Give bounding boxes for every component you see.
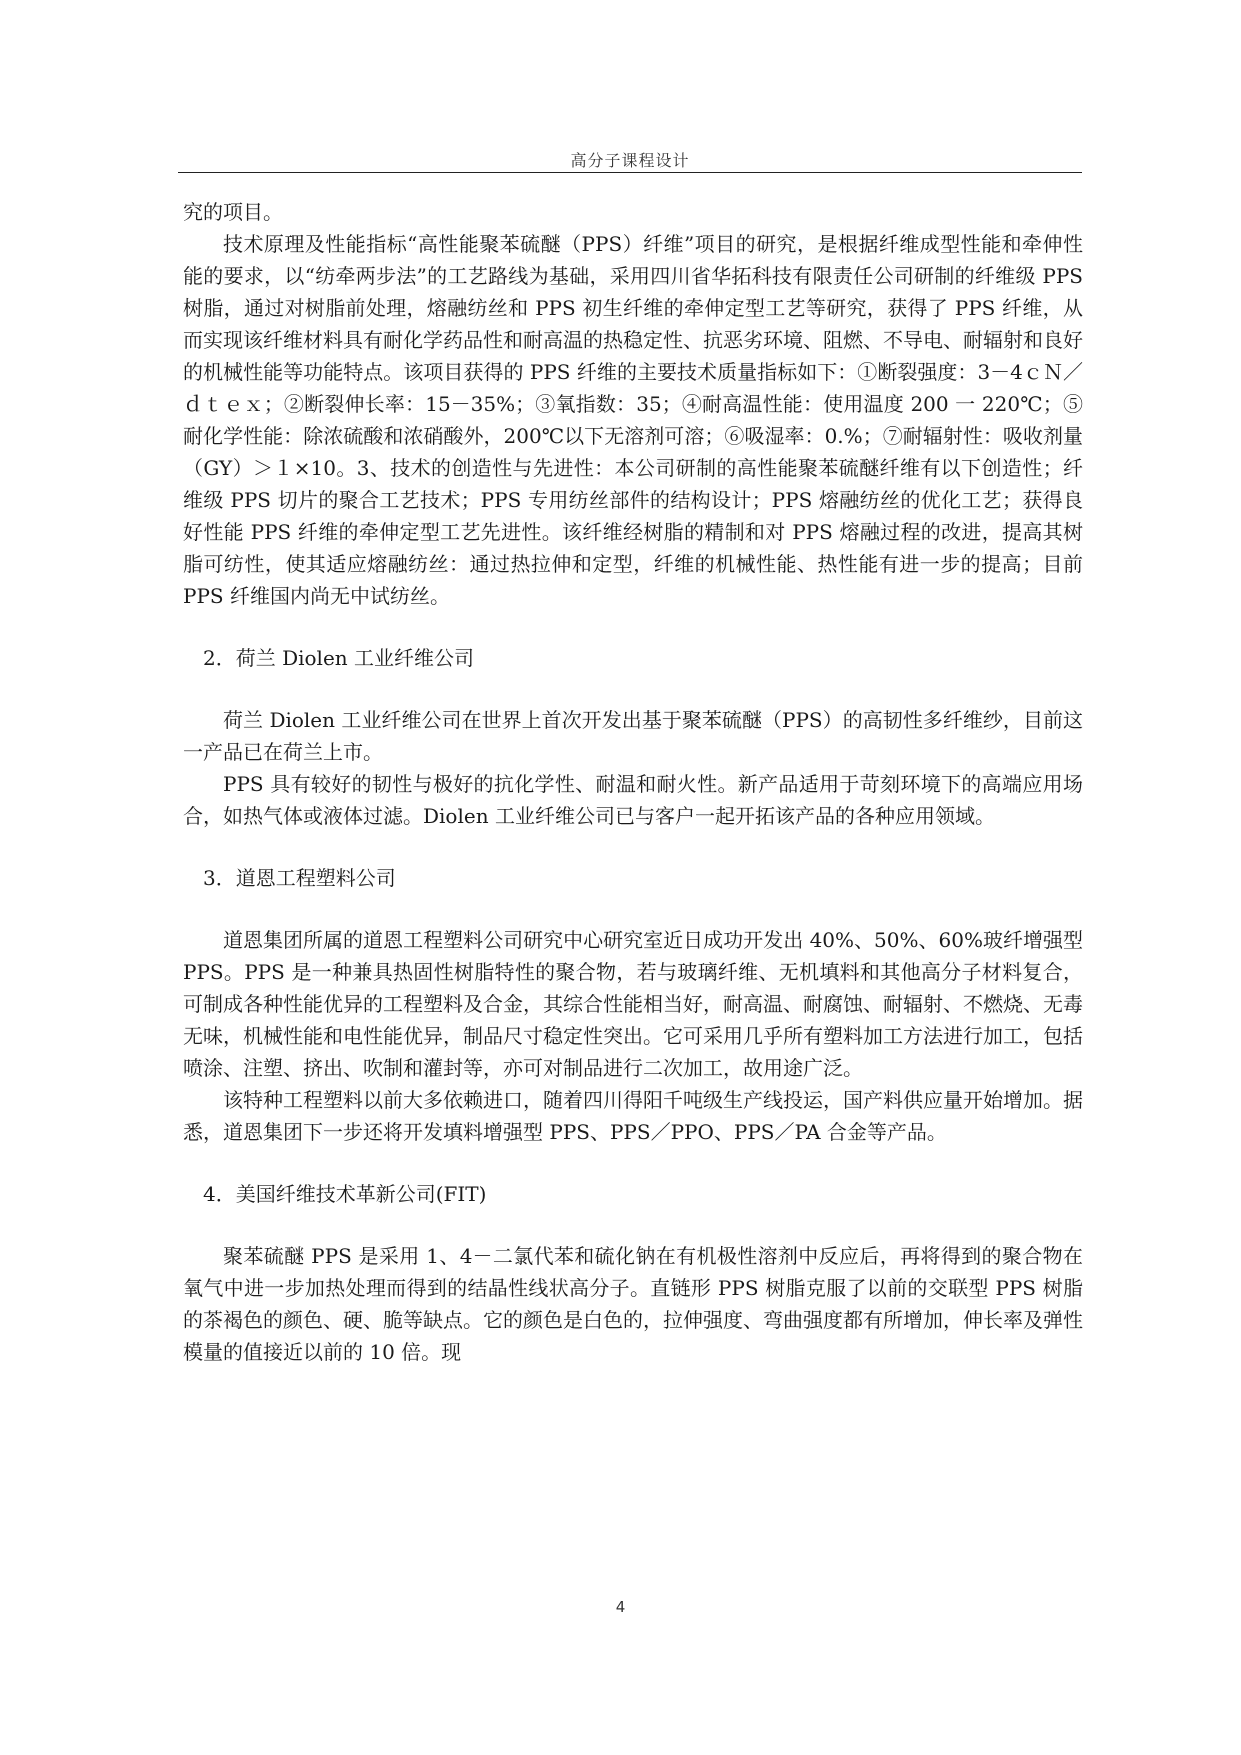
paragraph-daoen-market: 该特种工程塑料以前大多依赖进口，随着四川得阳千吨级生产线投运，国产料供应量开始增加。据悉，道恩集团下一步还将开发填料增强型 PPS、PPS／PPO、PPS／PA 合金等产品。 (183, 1088, 1083, 1144)
paragraph-diolen-properties: PPS 具有较好的韧性与极好的抗化学性、耐温和耐火性。新产品适用于苛刻环境下的高端应用场合，如热气体或液体过滤。Diolen 工业纤维公司已与客户一起开拓该产品的各种应用领域。 (183, 772, 1083, 828)
running-header: 高分子课程设计 (570, 151, 690, 170)
paragraph-fit-pps: 聚苯硫醚 PPS 是采用 1、4－二氯代苯和硫化钠在有机极性溶剂中反应后，再将得到的聚合物在氧气中进一步加热处理而得到的结晶性线状高分子。直链形 PPS 树脂克服了以前的交联型 PPS 树脂的茶褐色的颜色、硬、脆等缺点。它的颜色是白色的，拉伸强度、弯曲强度都有所增加，伸长率及弹性模量的值接近以前的 10 倍。现 (183, 1244, 1083, 1364)
header-divider (178, 172, 1082, 173)
paragraph-technical-principles: 技术原理及性能指标“高性能聚苯硫醚（PPS）纤维”项目的研究，是根据纤维成型性能和牵伸性能的要求，以“纺牵两步法”的工艺路线为基础，采用四川省华拓科技有限责任公司研制的纤维级 PPS 树脂，通过对树脂前处理，熔融纺丝和 PPS 初生纤维的牵伸定型工艺等研究，获得了 PPS 纤维，从而实现该纤维材料具有耐化学药品性和耐高温的热稳定性、抗恶劣环境、阻燃、不导电、耐辐射和良好的机械性能等功能特点。该项目获得的 PPS 纤维的主要技术质量指标如下：①断裂强度：3－4ｃＮ／ｄｔｅｘ；②断裂伸长率：15－35%；③氧指数：35；④耐高温性能：使用温度 200 一 220℃；⑤耐化学性能：除浓硫酸和浓硝酸外，200℃以下无溶剂可溶；⑥吸湿率：0.%；⑦耐辐射性：吸收剂量（GY）＞１×10。3、技术的创造性与先进性：本公司研制的高性能聚苯硫醚纤维有以下创造性；纤维级 PPS 切片的聚合工艺技术；PPS 专用纺丝部件的结构设计；PPS 熔融纺丝的优化工艺；获得良好性能 PPS 纤维的牵伸定型工艺先进性。该纤维经树脂的精制和对 PPS 熔融过程的改进，提高其树脂可纺性，使其适应熔融纺丝：通过热拉伸和定型，纤维的机械性能、热性能有进一步的提高；目前 PPS 纤维国内尚无中试纺丝。 (183, 232, 1083, 608)
section-heading-fit: 4．美国纤维技术革新公司(FIT) (203, 1182, 487, 1206)
paragraph-diolen-intro: 荷兰 Diolen 工业纤维公司在世界上首次开发出基于聚苯硫醚（PPS）的高韧性多纤维纱，目前这一产品已在荷兰上市。 (183, 708, 1083, 764)
section-heading-daoen: 3．道恩工程塑料公司 (203, 866, 396, 890)
paragraph-daoen-product: 道恩集团所属的道恩工程塑料公司研究中心研究室近日成功开发出 40%、50%、60%玻纤增强型 PPS。PPS 是一种兼具热固性树脂特性的聚合物，若与玻璃纤维、无机填料和其他高分子材料复合，可制成各种性能优异的工程塑料及合金，其综合性能相当好，耐高温、耐腐蚀、耐辐射、不燃烧、无毒无味，机械性能和电性能优异，制品尺寸稳定性突出。它可采用几乎所有塑料加工方法进行加工，包括喷涂、注塑、挤出、吹制和灌封等，亦可对制品进行二次加工，故用途广泛。 (183, 928, 1083, 1080)
paragraph-continuation: 究的项目。 (183, 200, 283, 224)
section-heading-diolen: 2．荷兰 Diolen 工业纤维公司 (203, 646, 475, 670)
document-body (183, 196, 1083, 1368)
page-number: 4 (615, 1598, 626, 1616)
